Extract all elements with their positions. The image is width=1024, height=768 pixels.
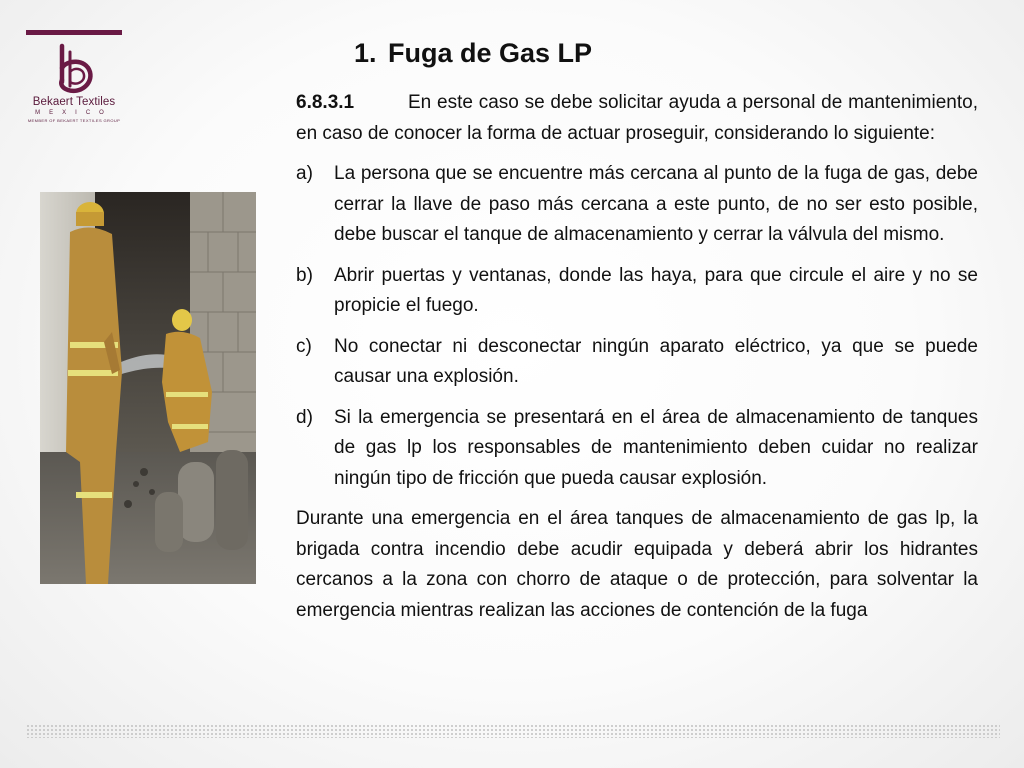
title-text: Fuga de Gas LP (388, 38, 593, 68)
list-marker: b) (296, 264, 313, 286)
logo-country: MEXICO (35, 110, 113, 116)
procedure-text (296, 88, 978, 626)
list-item-d (296, 403, 978, 495)
list-marker: d) (296, 406, 313, 428)
logo-tagline: MEMBER OF BEKAERT TEXTILES GROUP (27, 118, 121, 123)
company-logo (22, 30, 126, 126)
firefighters-photo (40, 192, 256, 584)
list-item-text: Abrir puertas y ventanas, donde las haya, para que circule el aire y no se propicie el fuego. (334, 264, 978, 316)
list-marker: a) (296, 163, 313, 184)
intro-text: En este caso se debe solicitar ayuda a personal de mantenimiento, en caso de conocer la forma de actuar proseguir, considerando lo siguiente: (296, 92, 978, 144)
list-item-text: Si la emergencia se presentará en el área de almacenamiento de tanques de gas lp los responsables de mantenimiento deben cuidar no realizar ningún tipo de fricción que pueda causar explosión. (334, 406, 978, 489)
intro-paragraph (296, 88, 978, 149)
list-item-c (296, 332, 978, 393)
footer-dotted-band (26, 724, 1000, 738)
title-number: 1. (354, 38, 377, 68)
page-title (354, 38, 592, 69)
closing-paragraph: Durante una emergencia en el área tanques de almacenamiento de gas lp, la brigada contra incendio debe acudir equipada y deberá abrir los hidrantes cercanos a la zona con chorro de ataque o de protección, para solventar la emergencia mientras realizan las acciones de contención de la fuga (296, 508, 978, 621)
list-item-b (296, 261, 978, 322)
logo-name: Bekaert Textiles (32, 96, 116, 108)
instruction-list (296, 159, 978, 494)
section-number: 6.8.3.1 (296, 92, 355, 113)
list-item-text: La persona que se encuentre más cercana al punto de la fuga de gas, debe cerrar la llave de paso más cercana a este punto, de no ser esto posible, debe buscar el tanque de almacenamiento y cerrar la válvula del mismo. (334, 163, 978, 245)
list-marker: c) (296, 335, 312, 357)
logo-accent-bar (26, 30, 122, 35)
firefighters-photo-illustration (40, 192, 256, 584)
list-item-text: No conectar ni desconectar ningún aparato eléctrico, ya que se puede causar una explosión. (334, 335, 978, 387)
logo-b-mark-icon (50, 42, 100, 96)
list-item-a (296, 159, 978, 251)
